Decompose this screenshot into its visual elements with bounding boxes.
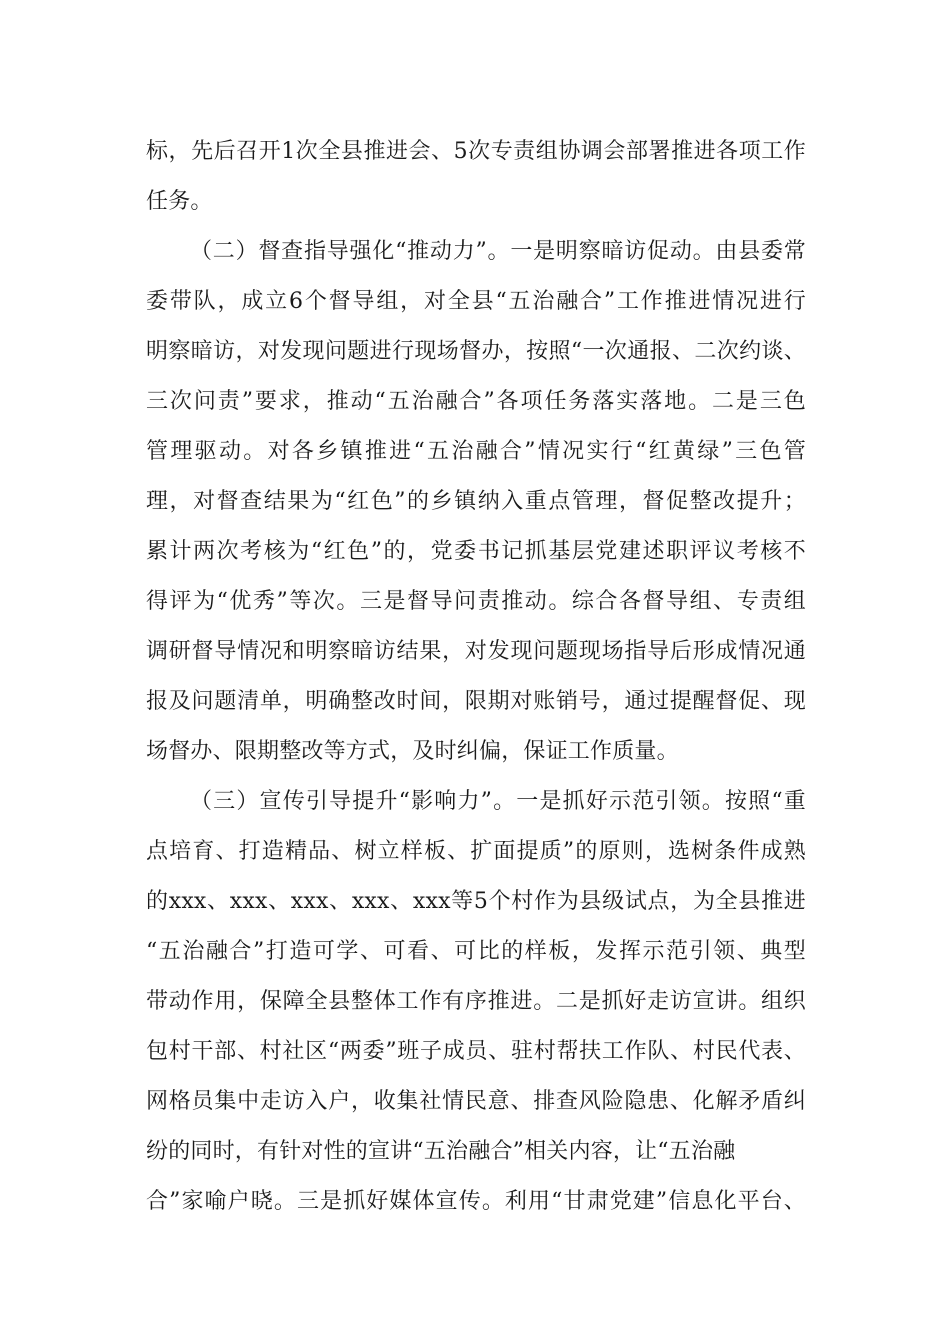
text-line: 带动作用，保障全县整体工作有序推进。二是抓好走访宣讲。组织 <box>146 989 806 1014</box>
text-line: 明察暗访，对发现问题进行现场督办，按照“一次通报、二次约谈、 <box>146 339 806 364</box>
text-line: 任务。 <box>146 189 213 214</box>
text-line: 调研督导情况和明察暗访结果，对发现问题现场指导后形成情况通 <box>146 639 806 664</box>
text-line: 合”家喻户晓。三是抓好媒体宣传。利用“甘肃党建”信息化平台、 <box>146 1189 806 1214</box>
text-line: “五治融合”打造可学、可看、可比的样板，发挥示范引领、典型 <box>146 939 806 964</box>
section-heading-line: （三）宣传引导提升“影响力”。一是抓好示范引领。按照“重 <box>190 789 806 814</box>
text-line: 管理驱动。对各乡镇推进“五治融合”情况实行“红黄绿”三色管 <box>146 439 806 464</box>
text-line: 包村干部、村社区“两委”班子成员、驻村帮扶工作队、村民代表、 <box>146 1039 806 1064</box>
text-line: 委带队，成立6个督导组，对全县“五治融合”工作推进情况进行 <box>146 289 806 314</box>
text-line: 的xxx、xxx、xxx、xxx、xxx等5个村作为县级试点，为全县推进 <box>146 889 806 914</box>
text-line: 纷的同时，有针对性的宣讲“五治融合”相关内容，让“五治融 <box>146 1139 736 1164</box>
text-line: 场督办、限期整改等方式，及时纠偏，保证工作质量。 <box>146 739 679 764</box>
text-line: 报及问题清单，明确整改时间，限期对账销号，通过提醒督促、现 <box>146 689 806 714</box>
text-line: 累计两次考核为“红色”的，党委书记抓基层党建述职评议考核不 <box>146 539 806 564</box>
text-line: 得评为“优秀”等次。三是督导问责推动。综合各督导组、专责组 <box>146 589 806 614</box>
text-line: 理，对督查结果为“红色”的乡镇纳入重点管理，督促整改提升； <box>146 489 806 514</box>
text-line: 点培育、打造精品、树立样板、扩面提质”的原则，选树条件成熟 <box>146 839 806 864</box>
section-heading-line: （二）督查指导强化“推动力”。一是明察暗访促动。由县委常 <box>190 239 806 264</box>
text-line: 标，先后召开1次全县推进会、5次专责组协调会部署推进各项工作 <box>146 139 806 164</box>
text-line: 三次问责”要求，推动“五治融合”各项任务落实落地。二是三色 <box>146 389 806 414</box>
text-line: 网格员集中走访入户，收集社情民意、排查风险隐患、化解矛盾纠 <box>146 1089 806 1114</box>
